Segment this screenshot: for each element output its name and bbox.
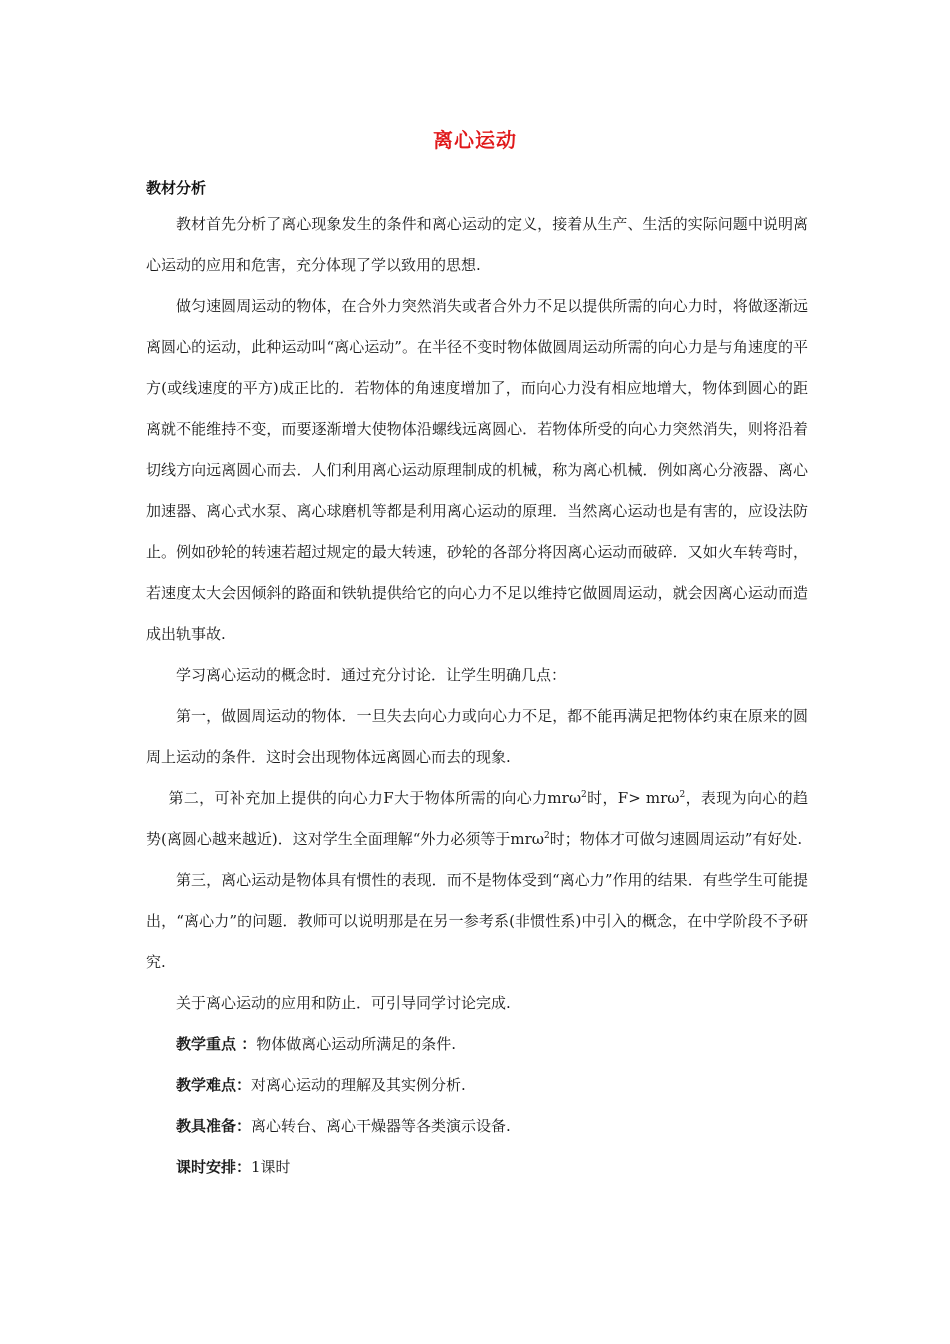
paragraph-intro: 教材首先分析了离心现象发生的条件和离心运动的定义，接着从生产、生活的实际问题中说明离心运动的应用和危害，充分体现了学以致用的思想. [146,215,808,274]
paragraph-definition: 做匀速圆周运动的物体，在合外力突然消失或者合外力不足以提供所需的向心力时，将做逐渐远离圆心的运动，此种运动叫“离心运动”。在半径不变时物体做圆周运动所需的向心力是与角速度的平方(或线速度的平方)成正比的．若物体的角速度增加了，而向心力没有相应地增大，物体到圆心的距离就不能维持不变，而要逐渐增大使物体沿螺线远离圆心．若物体所受的向心力突然消失，则将沿着切线方向远离圆心而去．人们利用离心运动原理制成的机械，称为离心机械．例如离心分液器、离心加速器、离心式水泵、离心球磨机等都是利用离心运动的原理．当然离心运动也是有害的，应设法防止。例如砂轮的转速若超过规定的最大转速，砂轮的各部分将因离心运动而破碎．又如火车转弯时，若速度太大会因倾斜的路面和铁轨提供给它的向心力不足以维持它做圆周运动，就会因离心运动而造成出轨事故. [146,297,808,643]
field-label: 教学难点： [176,1076,252,1094]
paragraph-point-two [146,778,808,860]
field-teaching-focus [146,1024,808,1065]
field-label: 教学重点 ： [176,1035,257,1053]
point-two-text-b: 时，F> mrω [586,789,680,807]
paragraph-application: 关于离心运动的应用和防止．可引导同学讨论完成. [176,994,511,1012]
field-teaching-difficulty [146,1065,808,1106]
field-teaching-aids [146,1106,808,1147]
point-two-text-c: ，表现为向心的趋势(离圆心越来越近)．这对学生全面理解“外力必须等于mrω [146,789,808,848]
superscript-two: 2 [581,790,587,800]
section-heading: 教材分析 [146,179,207,197]
field-label: 课时安排： [176,1158,252,1176]
point-two-text-a: 第二，可补充加上提供的向心力F大于物体所需的向心力mrω [168,789,582,807]
superscript-two: 2 [679,790,686,800]
paragraph-point-one: 第一，做圆周运动的物体．一旦失去向心力或向心力不足，都不能再满足把物体约束在原来的圆周上运动的条件．这时会出现物体远离圆心而去的现象. [146,707,808,766]
field-value: 对离心运动的理解及其实例分析. [251,1076,466,1094]
superscript-two: 2 [544,831,550,841]
field-value: 离心转台、离心干燥器等各类演示设备. [251,1117,511,1135]
field-class-hours [146,1147,808,1188]
field-value: 物体做离心运动所满足的条件. [256,1035,457,1053]
field-label: 教具准备： [176,1117,252,1135]
paragraph-point-three: 第三，离心运动是物体具有惯性的表现．而不是物体受到“离心力”作用的结果．有些学生可能提出，“离心力”的问题．教师可以说明那是在另一参考系(非惯性系)中引入的概念，在中学阶段不予研究. [146,871,808,971]
field-value: 1课时 [251,1158,291,1176]
page-title: 离心运动 [433,128,517,152]
point-two-text-d: 时；物体才可做匀速圆周运动”有好处. [549,830,803,848]
paragraph-points-intro: 学习离心运动的概念时．通过充分讨论．让学生明确几点： [176,666,567,684]
document-body [146,204,808,1188]
